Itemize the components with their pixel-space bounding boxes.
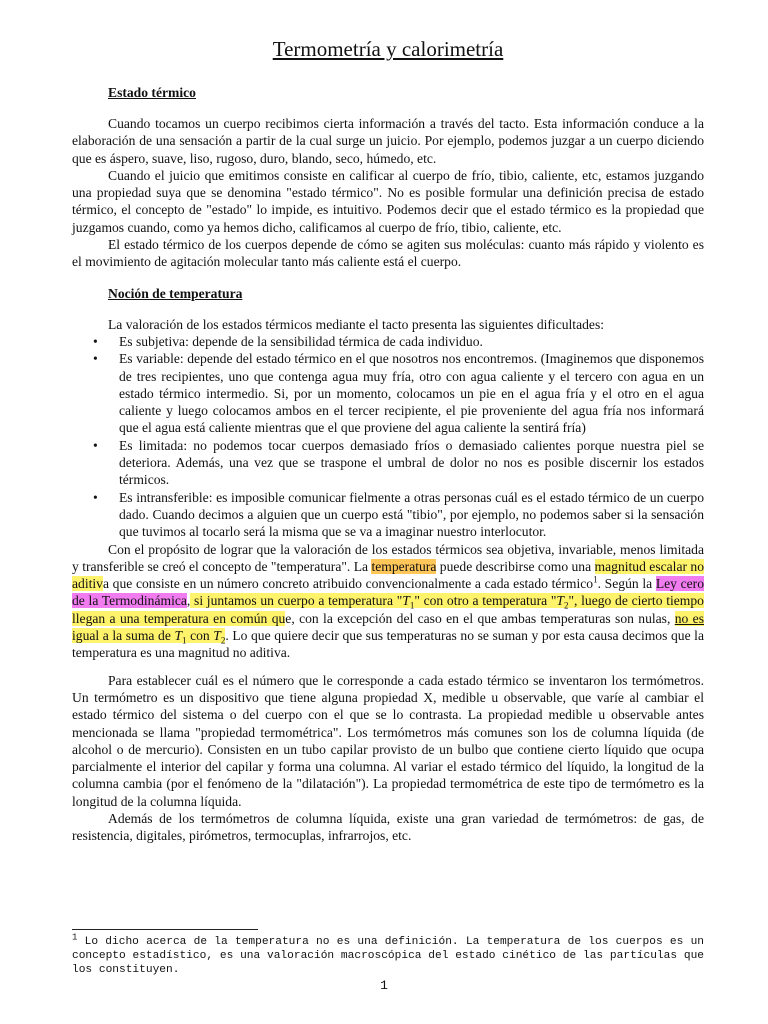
list-item: • Es subjetiva: depende de la sensibilidad térmica de cada individuo. [93, 333, 483, 349]
list-item: • Es limitada: no podemos tocar cuerpos demasiado fríos o demasiado calientes porque nuestra piel se deteriora. Además, una vez que se traspone el umbral de dolor no nos es posible discernir los estados térmicos. [93, 437, 704, 488]
paragraph-temperatura-definition: Con el propósito de lograr que la valoración de los estados térmicos sea objetiva, invariable, menos limitada y transferible se creó el concepto de "temperatura". La temperatura puede describirse como una magnitud escalar no aditiva que consiste en un número concreto atribuido convencionalmente a cada estado térmico$^1$. Según la Ley cero de la Termodinámica, si juntamos un cuerpo a temperatura "$T_1$" con otro a temperatura "$T_2$", luego de cierto tiempo llegan a una temperatura en común que, con la excepción del caso en el que ambas temperaturas son nulas, no es igual a la suma de $T_1$ con $T_2$. Lo que quiere decir que sus temperaturas no se suman y por esta causa decimos que la temperatura es una magnitud no aditiva. [72, 541, 705, 661]
bullet-icon: • [93, 489, 98, 505]
paragraph: Cuando tocamos un cuerpo recibimos cierta información a través del tacto. Esta información conduce a la elaboración de una sensación a partir de la cual surge un juicio. Por ejemplo, podemos juzgar a un cuerpo diciendo que es áspero, suave, liso, rugoso, duro, blando, seco, húmedo, etc. [72, 116, 704, 166]
footnote-divider [72, 929, 258, 930]
section-heading-estado-termico: Estado térmico [108, 85, 196, 100]
footnote-reference[interactable]: 1 [593, 574, 598, 585]
bullet-icon: • [93, 333, 98, 349]
page-number: 1 [380, 978, 388, 993]
underlined-no-es: no es [674, 610, 704, 626]
list-item: • Es variable: depende del estado térmico en el que nosotros nos encontremos. (Imaginemos que disponemos de tres recipientes, uno que contenga agua muy fría, otro con agua caliente y el tercero con agua en un estado térmico intermedio. Si, por un momento, colocamos un pie en el agua fría y el otro en el agua caliente y luego colocamos ambos en el tercer recipiente, el pie proveniente del agua fría nos informará que el agua está caliente mientras que el que proviene del agua caliente la sentirá fría) [93, 351, 704, 436]
highlight-ley-cero: Ley cero de la Termodinámica [72, 576, 705, 609]
highlight-magnitud: magnitud escalar no aditiv [72, 558, 705, 592]
bullet-icon: • [93, 437, 98, 453]
paragraph: El estado térmico de los cuerpos depende de cómo se agiten sus moléculas: cuanto más rápido y violento es el movimiento de agitación molecular tanto más caliente está el cuerpo. [72, 237, 704, 270]
footnote: $^1$ Lo dicho acerca de la temperatura no es una definición. La temperatura de los cuerpos es un concepto estadístico, es una valoración macroscópica del estado cinético de las partículas que los constituyen. [72, 932, 704, 976]
highlight-temperatura: temperatura [371, 558, 437, 574]
footnote-number: 1 [72, 932, 78, 943]
section-heading-nocion-temperatura: Noción de temperatura [108, 285, 243, 301]
document-page [72, 30, 704, 845]
highlight-juntamos: si juntamos un cuerpo a temperatura "$T_1$" con otro a temperatura "$T_2$", luego de cierto tiempo llegan a una temperatura en común qu [72, 593, 704, 626]
difficulties-list [72, 333, 704, 541]
paragraph-termometros: Para establecer cuál es el número que le corresponde a cada estado térmico se inventaron los termómetros. Un termómetro es un dispositivo que tiene alguna propiedad X, medible u observable, que varíe al cambiar el estado térmico del sistema o del cuerpo con el que se lo contrasta. La propiedad medible u observable antes mencionada se llama "propiedad termométrica". Los termómetros más comunes son los de columna líquida (de alcohol o de mercurio). Consisten en un tubo capilar provisto de un bulbo que contiene cierto líquido que ocupa parcialmente el interior del capilar y forma una columna. Al variar el estado térmico del líquido, la longitud de la columna cambia (por el fenómeno de la "dilatación"). La propiedad termométrica de este tipo de termómetro es la longitud de la columna líquida. [72, 672, 704, 809]
list-intro: La valoración de los estados térmicos mediante el tacto presenta las siguientes dificultades: [108, 316, 605, 332]
paragraph-tipos-termometros: Además de los termómetros de columna líquida, existe una gran variedad de termómetros: de gas, de resistencia, digitales, pirómetros, termocuplas, infrarrojos, etc. [72, 810, 704, 844]
paragraph: Cuando el juicio que emitimos consiste en calificar al cuerpo de frío, tibio, caliente, etc, estamos juzgando una propiedad suya que se denomina "estado térmico". No es posible formular una definición precisa de estado térmico, el concepto de "estado" lo impide, es intuitivo. Podemos decir que el estado térmico es la propiedad que juzgamos cuando, como ya hemos dicho, calificamos al cuerpo de frío, tibio, caliente, etc. [72, 167, 704, 235]
bullet-icon: • [93, 351, 98, 367]
list-item: • Es intransferible: es imposible comunicar fielmente a otras personas cuál es el estado térmico de un cuerpo dado. Cuando decimos a alguien que un cuerpo está "tibio", por ejemplo, no podemos saber si la sensación que tuvimos al tocarlo será la misma que se va a imaginar nuestro interlocutor. [93, 489, 704, 540]
highlight-suma: igual a la suma de $T_1$ con $T_2$ [72, 628, 226, 646]
page-title: Termometría y calorimetría [272, 37, 504, 61]
